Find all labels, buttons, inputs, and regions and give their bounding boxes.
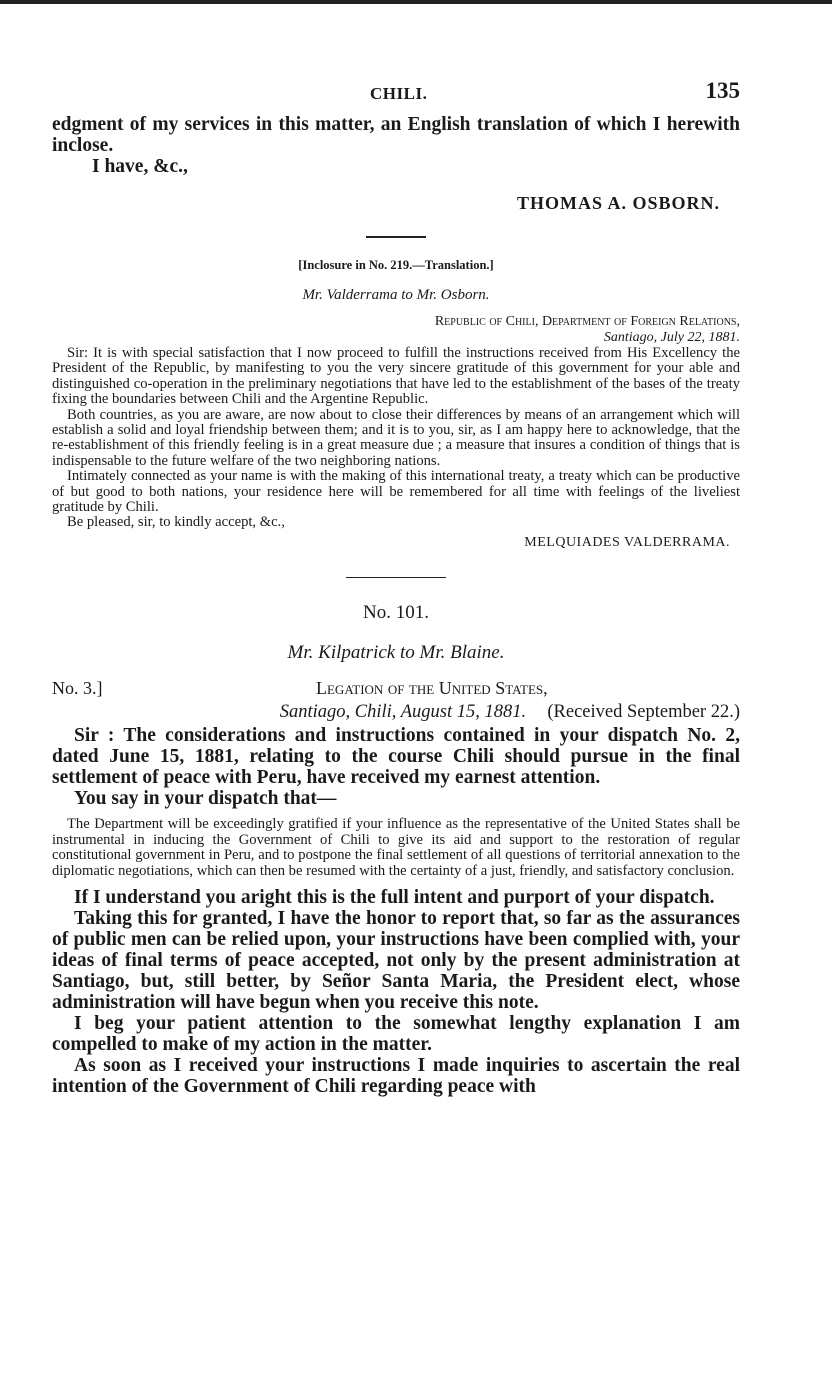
quoted-instruction: The Department will be exceedingly gratified if your influence as the representative of the United States shall be instrumental in inducing the Government of Chili to give its aid and support to the restoration of regular constitutional government in Peru, and to postpone the final settlement of all questions of territorial annexation to the diplomatic negotiations, which can then be resumed with the certainty of a just, friendly, and satisfactory conclusion.	[52, 816, 740, 879]
section-divider	[366, 236, 426, 238]
body-paragraph: You say in your dispatch that—	[74, 788, 337, 810]
body-paragraph: If I understand you aright this is the full intent and purport of your dispatch.	[74, 887, 715, 908]
body-paragraph: As soon as I received your instructions I made inquiries to ascertain the real intention of the Government of Chili regarding peace with	[52, 1055, 740, 1097]
page-number: 135	[705, 78, 740, 103]
dispatch-place-date: Santiago, Chili, August 15, 1881.	[279, 702, 527, 723]
running-header	[52, 78, 740, 114]
continuation-paragraph: edgment of my services in this matter, an English translation of which I herewith inclose.	[52, 114, 740, 156]
received-date: (Received September 22.)	[547, 702, 740, 723]
inclosure-paragraph: Be pleased, sir, to kindly accept, &c.,	[67, 514, 285, 531]
top-border-line	[0, 0, 832, 4]
dispatch-dateline	[52, 702, 740, 723]
running-title: CHILI.	[370, 84, 428, 103]
signature-osborn: THOMAS A. OSBORN.	[516, 193, 720, 213]
page-body	[52, 78, 740, 1097]
inclosure-place-date: Santiago, July 22, 1881.	[603, 330, 740, 345]
document-from-to: Mr. Kilpatrick to Mr. Blaine.	[287, 642, 505, 664]
inclosure-paragraph: Intimately connected as your name is with the making of this international treaty, a treaty which can be productive of but good to both nations, your residence here will be remembered for all time with feelings of the liveliest gratitude by Chili.	[52, 468, 740, 516]
document-number: No. 101.	[363, 602, 429, 624]
signature-valderrama: MELQUIADES VALDERRAMA.	[524, 534, 730, 550]
inclosure-department-line: Republic of Chili, Department of Foreign Relations,	[434, 314, 740, 329]
dispatch-header	[52, 678, 740, 700]
body-paragraph: Taking this for granted, I have the honor to report that, so far as the assurances of public men can be relied upon, your instructions have been complied with, your ideas of final terms of peace accepted, not only by the present administration at Santiago, but, still better, by Señor Santa Maria, the President elect, whose administration will have begun when you receive this note.	[52, 908, 740, 1013]
inclosure-paragraph: Sir: It is with special satisfaction that I now proceed to fulfill the instructions received from His Excellency the President of the Republic, by manifesting to you the very sincere gratitude of this government for your able and distinguished co-operation in the preliminary negotiations that have led to the establishment of the bases of the treaty fixing the boundaries between Chili and the Argentine Republic.	[52, 345, 740, 408]
inclosure-paragraph: Both countries, as you are aware, are now about to close their differences by means of an arrangement which will establish a solid and loyal friendship between them; and it is to you, sir, as I am happy here to acknowledge, that the re-establishment of this friendly feeling is in a great measure due ; a measure that insures a condition of things that is indispensable to the future welfare of the two neighboring nations.	[52, 406, 740, 469]
body-paragraph: I beg your patient attention to the somewhat lengthy explanation I am compelled to make of my action in the matter.	[52, 1013, 740, 1055]
inclosure-label: [Inclosure in No. 219.—Translation.]	[298, 258, 494, 272]
legation-line: Legation of the United States,	[316, 678, 548, 699]
closing-line: I have, &c.,	[92, 156, 188, 177]
document-divider	[346, 577, 446, 579]
inclosure-from-to: Mr. Valderrama to Mr. Osborn.	[302, 287, 490, 303]
dispatch-number: No. 3.]	[52, 678, 103, 699]
body-paragraph: Sir : The considerations and instructions contained in your dispatch No. 2, dated June 15, 1881, relating to the course Chili should pursue in the final settlement of peace with Peru, have received my earnest attention.	[52, 725, 740, 789]
